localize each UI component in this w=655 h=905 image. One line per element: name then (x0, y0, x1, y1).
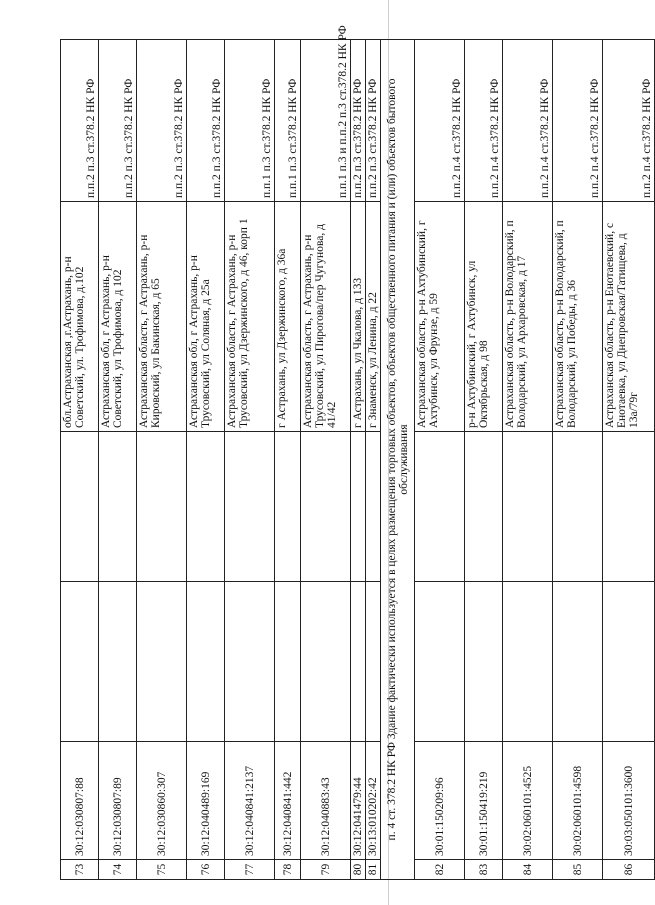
row-number: 76 (187, 860, 225, 880)
empty-cell (137, 582, 187, 742)
table-row (187, 40, 225, 880)
empty-cell (351, 582, 366, 742)
row-number: 79 (301, 860, 351, 880)
empty-cell (351, 432, 366, 582)
address-cell: Астраханская обл, г Астрахань, р-н Трусовский, ул Соляная, д 25а (187, 202, 225, 432)
cadastral-number: 30:02:060101:4525 (503, 742, 553, 860)
address-cell: Астраханская область, р-н Володарский, п Володарский, ул Победы, д 36 (553, 202, 603, 432)
section-heading: п. 4 ст. 378.2 НК РФ Здание фактически используется в целях размещения торговых объектов, объектов общественного питания и (или) объектов бытового обслуживания (381, 40, 415, 880)
empty-cell (61, 432, 99, 582)
row-number: 86 (603, 860, 655, 880)
address-cell: р-н Ахтубинский, г Ахтубинск, ул Октябрьская, д 98 (465, 202, 503, 432)
cadastral-number: 30:12:040841:442 (275, 742, 301, 860)
table-row (301, 40, 351, 880)
table-row (137, 40, 187, 880)
legal-basis: п.п.2 п.4 ст.378.2 НК РФ (553, 40, 603, 202)
cadastral-number: 30:02:060101:4598 (553, 742, 603, 860)
empty-cell (301, 582, 351, 742)
legal-basis: п.п.2 п.3 ст.378.2 НК РФ (351, 40, 366, 202)
empty-cell (187, 582, 225, 742)
cadastral-number: 30:12:040841:2137 (225, 742, 275, 860)
table-row (366, 40, 381, 880)
empty-cell (465, 432, 503, 582)
empty-cell (603, 432, 655, 582)
empty-cell (275, 582, 301, 742)
address-cell: г Знаменск, ул Ленина, д 22 (366, 202, 381, 432)
table-row (415, 40, 465, 880)
legal-basis: п.п.1 п.3 ст.378.2 НК РФ (225, 40, 275, 202)
row-number: 85 (553, 860, 603, 880)
empty-cell (137, 432, 187, 582)
empty-cell (187, 432, 225, 582)
row-number: 74 (99, 860, 137, 880)
cadastral-number: 30:01:150209:96 (415, 742, 465, 860)
cadastral-number: 30:13:010202:42 (366, 742, 381, 860)
empty-cell (415, 582, 465, 742)
row-number: 80 (351, 860, 366, 880)
table-row (61, 40, 99, 880)
address-cell: Астраханская обл, г Астрахань, р-н Советский, ул Трофимова, д 102 (99, 202, 137, 432)
empty-cell (415, 432, 465, 582)
table-row (503, 40, 553, 880)
empty-cell (503, 432, 553, 582)
empty-cell (99, 582, 137, 742)
row-number: 82 (415, 860, 465, 880)
row-number: 83 (465, 860, 503, 880)
rotated-table-wrapper (60, 25, 653, 880)
empty-cell (61, 582, 99, 742)
address-cell: Астраханская область, г Астрахань, р-н Трусовский, ул Дзержинского, д 46, корп 1 (225, 202, 275, 432)
address-cell: Астраханская область, р-н Енотаевский, с Енотаевка, ул Днепровская/Татищева, д 13а/79г (603, 202, 655, 432)
cadastral-number: 30:01:150419:219 (465, 742, 503, 860)
row-number: 78 (275, 860, 301, 880)
row-number: 77 (225, 860, 275, 880)
empty-cell (99, 432, 137, 582)
property-table (60, 25, 655, 880)
empty-cell (225, 432, 275, 582)
table-row (465, 40, 503, 880)
section-heading-row (381, 40, 415, 880)
legal-basis: п.п.1 п.3 и п.п.2 п.3 ст.378.2 НК РФ (301, 40, 351, 202)
address-cell: г Астрахань, ул Дзержинского, д 36а (275, 202, 301, 432)
legal-basis: п.п.2 п.4 ст.378.2 НК РФ (603, 40, 655, 202)
cadastral-number: 30:12:030860:307 (137, 742, 187, 860)
row-number: 73 (61, 860, 99, 880)
empty-cell (225, 582, 275, 742)
cadastral-number: 30:12:030807:88 (61, 742, 99, 860)
address-cell: Астраханская область, г Астрахань, р-н Кировский, ул Бакинская, д 65 (137, 202, 187, 432)
rotated-table-area (60, 0, 653, 880)
address-cell: Астраханская область, р-н Ахтубинский, г Ахтубинск, ул Фрунзе, д 59 (415, 202, 465, 432)
empty-cell (366, 432, 381, 582)
table-row (225, 40, 275, 880)
row-number: 81 (366, 860, 381, 880)
cadastral-number: 30:12:040883:43 (301, 742, 351, 860)
empty-cell (366, 582, 381, 742)
empty-cell (301, 432, 351, 582)
cadastral-number: 30:12:040489:169 (187, 742, 225, 860)
table-row (351, 40, 366, 880)
legal-basis: п.п.2 п.3 ст.378.2 НК РФ (61, 40, 99, 202)
table-row (553, 40, 603, 880)
row-number: 84 (503, 860, 553, 880)
empty-cell (553, 432, 603, 582)
legal-basis: п.п.2 п.3 ст.378.2 НК РФ (99, 40, 137, 202)
legal-basis: п.п.2 п.4 ст.378.2 НК РФ (503, 40, 553, 202)
table-row (275, 40, 301, 880)
address-cell: г Астрахань, ул Чкалова, д 133 (351, 202, 366, 432)
table-row (99, 40, 137, 880)
legal-basis: п.п.2 п.4 ст.378.2 НК РФ (465, 40, 503, 202)
address-cell: обл.Астраханская ,г.Астрахань, р-н Советский, ул. Трофимова, д.102 (61, 202, 99, 432)
empty-cell (275, 432, 301, 582)
cadastral-number: 30:03:050101:3600 (603, 742, 655, 860)
cadastral-number: 30:12:041479:44 (351, 742, 366, 860)
legal-basis: п.п.2 п.3 ст.378.2 НК РФ (187, 40, 225, 202)
legal-basis: п.п.2 п.4 ст.378.2 НК РФ (415, 40, 465, 202)
address-cell: Астраханская область, р-н Володарский, п Володарский, ул Архаровская, д 17 (503, 202, 553, 432)
address-cell: Астраханская область, г Астрахань, р-н Трусовский, ул Пирогова/пер Чугунова, д 41/42 (301, 202, 351, 432)
empty-cell (553, 582, 603, 742)
empty-cell (465, 582, 503, 742)
row-number: 75 (137, 860, 187, 880)
legal-basis: п.п.2 п.3 ст.378.2 НК РФ (366, 40, 381, 202)
table-row (603, 40, 655, 880)
cadastral-number: 30:12:030807:89 (99, 742, 137, 860)
empty-cell (603, 582, 655, 742)
legal-basis: п.п.2 п.3 ст.378.2 НК РФ (137, 40, 187, 202)
legal-basis: п.п.1 п.3 ст.378.2 НК РФ (275, 40, 301, 202)
empty-cell (503, 582, 553, 742)
